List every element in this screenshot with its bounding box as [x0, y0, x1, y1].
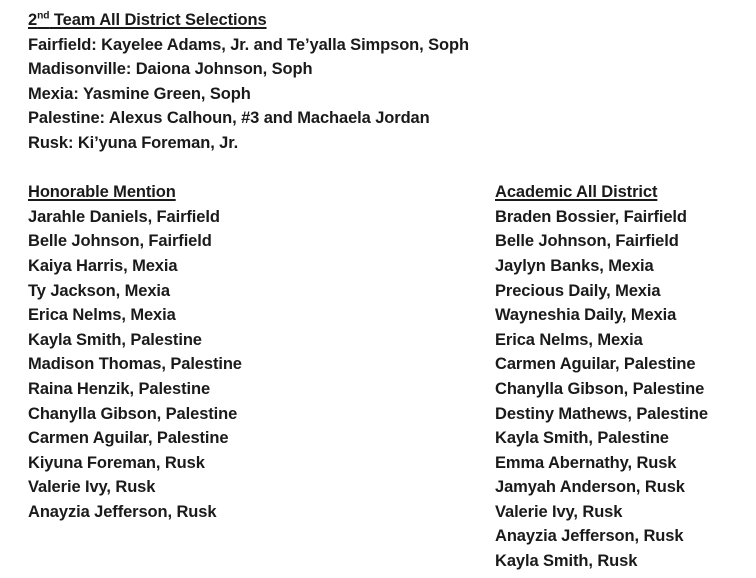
honorable-mention-section — [28, 180, 495, 524]
honorable-mention-entry: Chanylla Gibson, Palestine — [28, 404, 238, 423]
heading-number: 2 — [28, 11, 38, 29]
honorable-mention-entry: Belle Johnson, Fairfield — [28, 232, 212, 251]
honorable-mention-entry: Kaiya Harris, Mexia — [28, 256, 178, 275]
school-selection-line: Fairfield: Kayelee Adams, Jr. and Te’yalla Simpson, Soph — [28, 35, 469, 54]
academic-all-district-entry: Kayla Smith, Rusk — [495, 552, 638, 571]
heading-ordinal-suffix: nd — [37, 10, 50, 22]
academic-all-district-section — [495, 180, 750, 574]
honorable-mention-entry: Raina Henzik, Palestine — [28, 379, 211, 398]
academic-all-district-entry: Destiny Mathews, Palestine — [495, 404, 708, 423]
academic-all-district-entry: Erica Nelms, Mexia — [495, 330, 643, 349]
heading-text: Team All District Selections — [49, 11, 267, 29]
school-selection-line: Rusk: Ki’yuna Foreman, Jr. — [28, 133, 239, 152]
second-team-section — [28, 8, 750, 156]
second-team-heading — [28, 8, 750, 33]
honorable-mention-entry: Erica Nelms, Mexia — [28, 306, 176, 325]
blank-line — [28, 156, 750, 181]
school-selection-line: Madisonville: Daiona Johnson, Soph — [28, 60, 313, 79]
school-selection-line: Mexia: Yasmine Green, Soph — [28, 84, 251, 103]
academic-all-district-entry: Precious Daily, Mexia — [495, 281, 661, 300]
two-column-lists — [28, 180, 750, 574]
honorable-mention-entry: Madison Thomas, Palestine — [28, 355, 242, 374]
honorable-mention-entry: Valerie Ivy, Rusk — [28, 478, 156, 497]
academic-all-district-entry: Braden Bossier, Fairfield — [495, 207, 687, 226]
academic-all-district-entry: Carmen Aguilar, Palestine — [495, 355, 696, 374]
honorable-mention-entry: Kiyuna Foreman, Rusk — [28, 453, 205, 472]
academic-all-district-entry: Valerie Ivy, Rusk — [495, 502, 623, 521]
honorable-mention-heading: Honorable Mention — [28, 183, 176, 202]
academic-all-district-entry: Wayneshia Daily, Mexia — [495, 306, 677, 325]
school-selection-line: Palestine: Alexus Calhoun, #3 and Machaela Jordan — [28, 109, 430, 128]
honorable-mention-entry: Anayzia Jefferson, Rusk — [28, 502, 217, 521]
academic-all-district-entry: Belle Johnson, Fairfield — [495, 232, 679, 251]
honorable-mention-entry: Carmen Aguilar, Palestine — [28, 429, 229, 448]
academic-all-district-entry: Anayzia Jefferson, Rusk — [495, 527, 684, 546]
academic-all-district-entry: Jaylyn Banks, Mexia — [495, 256, 654, 275]
second-team-lines — [28, 33, 750, 156]
honorable-mention-list — [28, 205, 495, 525]
academic-all-district-entry: Chanylla Gibson, Palestine — [495, 379, 705, 398]
honorable-mention-entry: Ty Jackson, Mexia — [28, 281, 170, 300]
academic-all-district-entry: Jamyah Anderson, Rusk — [495, 478, 685, 497]
academic-all-district-list — [495, 205, 750, 574]
honorable-mention-entry: Jarahle Daniels, Fairfield — [28, 207, 220, 226]
academic-all-district-entry: Emma Abernathy, Rusk — [495, 453, 677, 472]
honorable-mention-entry: Kayla Smith, Palestine — [28, 330, 202, 349]
academic-all-district-entry: Kayla Smith, Palestine — [495, 429, 669, 448]
academic-all-district-heading: Academic All District — [495, 183, 658, 202]
